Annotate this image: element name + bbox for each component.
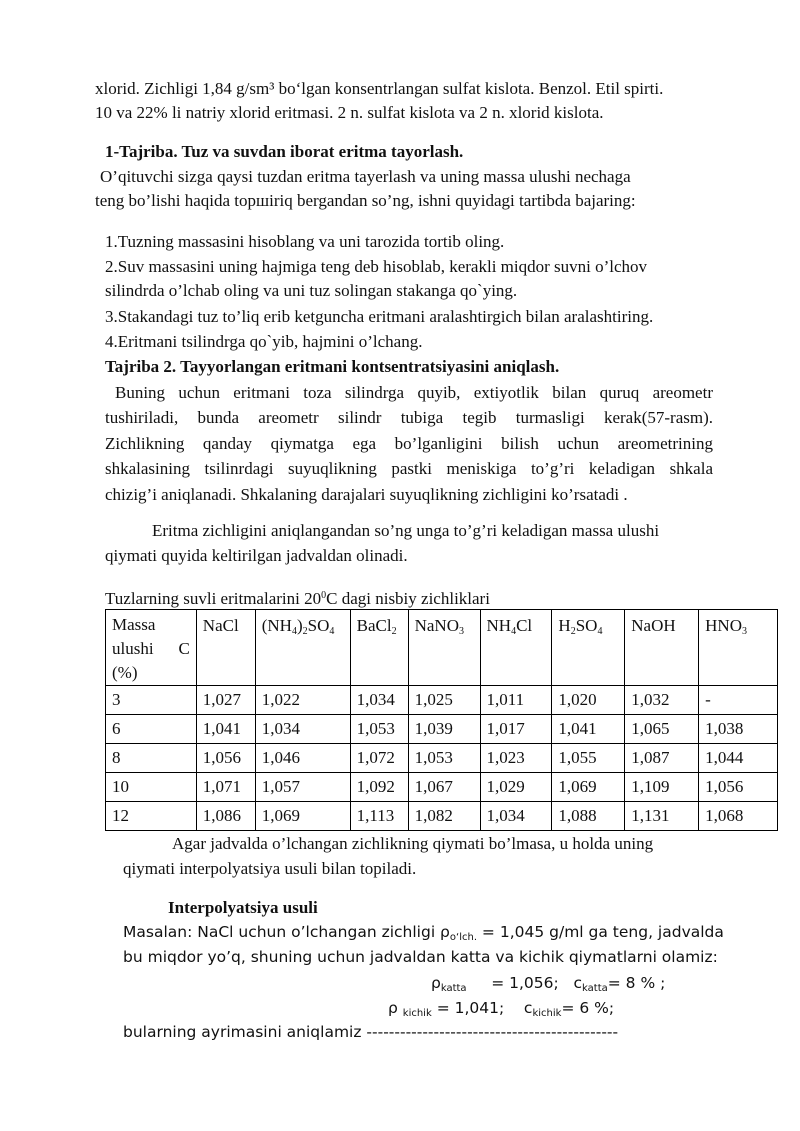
table-cell: 1,069 [552, 773, 625, 802]
experiment-1-paragraph-line-2: teng bo’lishi haqida topшiriq bergandan so’ng, ishni quyidagi tartibda bajaring: [95, 191, 636, 210]
header-bacl2: BaCl$_2$ [350, 610, 408, 686]
rho-kichik-formula: ρ $_{kichik}$ = 1,041; $c_{kichik}= 6$ %; [388, 999, 615, 1019]
header-hno3: $HNO_3$ [699, 610, 778, 686]
header-h2so4: $H_2SO_4$ [552, 610, 625, 686]
table-cell: 1,044 [699, 744, 778, 773]
header-naoh: NaOH [625, 610, 699, 686]
experiment-2-paragraph-2-line-1: Eritma zichligini aniqlangandan so’ng unga to’g’ri keladigan massa ulushi [152, 521, 660, 540]
table-cell: 1,034 [480, 802, 552, 831]
table-cell: 1,067 [408, 773, 480, 802]
intro-line-1: xlorid. Zichligi 1,84 g/sm³ bo‘lgan konsentrlangan sulfat kislota. Benzol. Etil spirti. [95, 79, 664, 98]
table-cell: 1,034 [255, 715, 350, 744]
table-cell: 1,022 [255, 686, 350, 715]
table-row [106, 744, 778, 773]
intro-line-2: 10 va 22% li natriy xlorid eritmasi. 2 n. sulfat kislota va 2 n. xlorid kislota. [95, 103, 604, 122]
table-cell: 1,041 [196, 715, 255, 744]
table-cell: 1,086 [196, 802, 255, 831]
table-cell: 1,088 [552, 802, 625, 831]
table-cell: 1,041 [552, 715, 625, 744]
table-row [106, 715, 778, 744]
after-table-line-1: Agar jadvalda o’lchangan zichlikning qiymati bo’lmasa, u holda uning [172, 834, 654, 853]
table-cell: 1,020 [552, 686, 625, 715]
table-cell: - [699, 686, 778, 715]
table-cell: 1,046 [255, 744, 350, 773]
header-nano3: NaNO$_3$ [408, 610, 480, 686]
step-2-continued: silindrda o’lchab oling va uni tuz solingan stakanga qo`ying. [105, 281, 518, 300]
table-cell: 1,039 [408, 715, 480, 744]
table-cell: 8 [106, 744, 197, 773]
table-cell: 1,038 [699, 715, 778, 744]
step-1: 1.Tuzning massasini hisoblang va uni tarozida tortib oling. [105, 232, 505, 251]
table-cell: 1,032 [625, 686, 699, 715]
experiment-2-paragraph-line-2: tushiriladi, bunda areometr silindr tubiga tegib turmasligi kerak(57-rasm). [105, 408, 713, 427]
table-cell: 1,082 [408, 802, 480, 831]
table-row [106, 686, 778, 715]
table-cell: 6 [106, 715, 197, 744]
table-cell: 1,056 [699, 773, 778, 802]
experiment-2-paragraph-line-1: Buning uchun eritmani toza silindrga quyib, extiyotlik bilan quruq areometr [115, 383, 713, 402]
table-cell: 1,069 [255, 802, 350, 831]
table-cell: 1,072 [350, 744, 408, 773]
density-table [105, 609, 778, 831]
table-caption: Tuzlarning suvli eritmalarini $20^0C$ dagi nisbiy zichliklari [105, 589, 490, 608]
interpolation-title: Interpolyatsiya usuli [168, 898, 318, 917]
table-cell: 1,053 [408, 744, 480, 773]
table-cell: 12 [106, 802, 197, 831]
table-header-row [106, 610, 778, 686]
table-cell: 1,057 [255, 773, 350, 802]
experiment-2-title: Tajriba 2. Tayyorlangan eritmani kontsentratsiyasini aniqlash. [105, 357, 560, 376]
interpolation-line-2: bu miqdor yo’q, shuning uchun jadvaldan katta va kichik qiymatlarni olamiz: [123, 948, 718, 966]
table-row [106, 802, 778, 831]
experiment-1-paragraph-line-1: O’qituvchi sizga qaysi tuzdan eritma tayerlash va uning massa ulushi nechaga [100, 167, 631, 186]
table-cell: 1,113 [350, 802, 408, 831]
header-nh4-2so4: $(NH_4)_2SO_4$ [255, 610, 350, 686]
table-cell: 1,017 [480, 715, 552, 744]
experiment-2-paragraph-line-4: shkalasining tsilinrdagi suyuqlikning pastki meniskiga to’g’ri keladigan shkala [105, 459, 713, 478]
experiment-1-title: 1-Tajriba. Tuz va suvdan iborat eritma tayorlash. [105, 142, 464, 161]
table-cell: 1,055 [552, 744, 625, 773]
step-3: 3.Stakandagi tuz to’liq erib ketguncha eritmani aralashtirgich bilan aralashtiring. [105, 307, 654, 326]
table-cell: 1,034 [350, 686, 408, 715]
table-cell: 1,071 [196, 773, 255, 802]
table-cell: 1,025 [408, 686, 480, 715]
table-cell: 1,011 [480, 686, 552, 715]
experiment-2-paragraph-2-line-2: qiymati quyida keltirilgan jadvaldan olinadi. [105, 546, 408, 565]
table-cell: 10 [106, 773, 197, 802]
header-nh4cl: $NH_4Cl$ [480, 610, 552, 686]
table-cell: 1,087 [625, 744, 699, 773]
table-cell: 1,056 [196, 744, 255, 773]
table-cell: 1,053 [350, 715, 408, 744]
table-cell: 1,065 [625, 715, 699, 744]
rho-katta-formula: $\rho_{katta}$ = 1,056; $c_{katta}= 8$ % ; [431, 974, 666, 994]
interpolation-line-1: Masalan: NaCl uchun o’lchangan zichligi $\rho_{o‘lch.} = 1,045$ g/ml ga teng, jadvalda [123, 923, 724, 943]
table-cell: 1,023 [480, 744, 552, 773]
experiment-2-paragraph-line-3: Zichlikning qanday qiymatga ega bo’lganligini bilish uchun areometrining [105, 434, 713, 453]
table-cell: 1,068 [699, 802, 778, 831]
header-mass-fraction: Massa ulushi C (%) [106, 610, 197, 686]
table-cell: 1,109 [625, 773, 699, 802]
table-cell: 1,092 [350, 773, 408, 802]
table-cell: 1,131 [625, 802, 699, 831]
table-cell: 3 [106, 686, 197, 715]
experiment-2-paragraph-line-5: chizig’i aniqlanadi. Shkalaning darajalari suyuqlikning zichligini ko’rsatadi . [105, 485, 628, 504]
step-2: 2.Suv massasini uning hajmiga teng deb hisoblab, kerakli miqdor suvni o’lchov [105, 257, 648, 276]
table-cell: 1,029 [480, 773, 552, 802]
interpolation-last-line: bularning ayrimasini aniqlamiz --------------------------------------------- [123, 1023, 619, 1041]
header-nacl: NaCl [196, 610, 255, 686]
step-4: 4.Eritmani tsilindrga qo`yib, hajmini o’lchang. [105, 332, 423, 351]
after-table-line-2: qiymati interpolyatsiya usuli bilan topiladi. [123, 859, 417, 878]
table-cell: 1,027 [196, 686, 255, 715]
table-row [106, 773, 778, 802]
